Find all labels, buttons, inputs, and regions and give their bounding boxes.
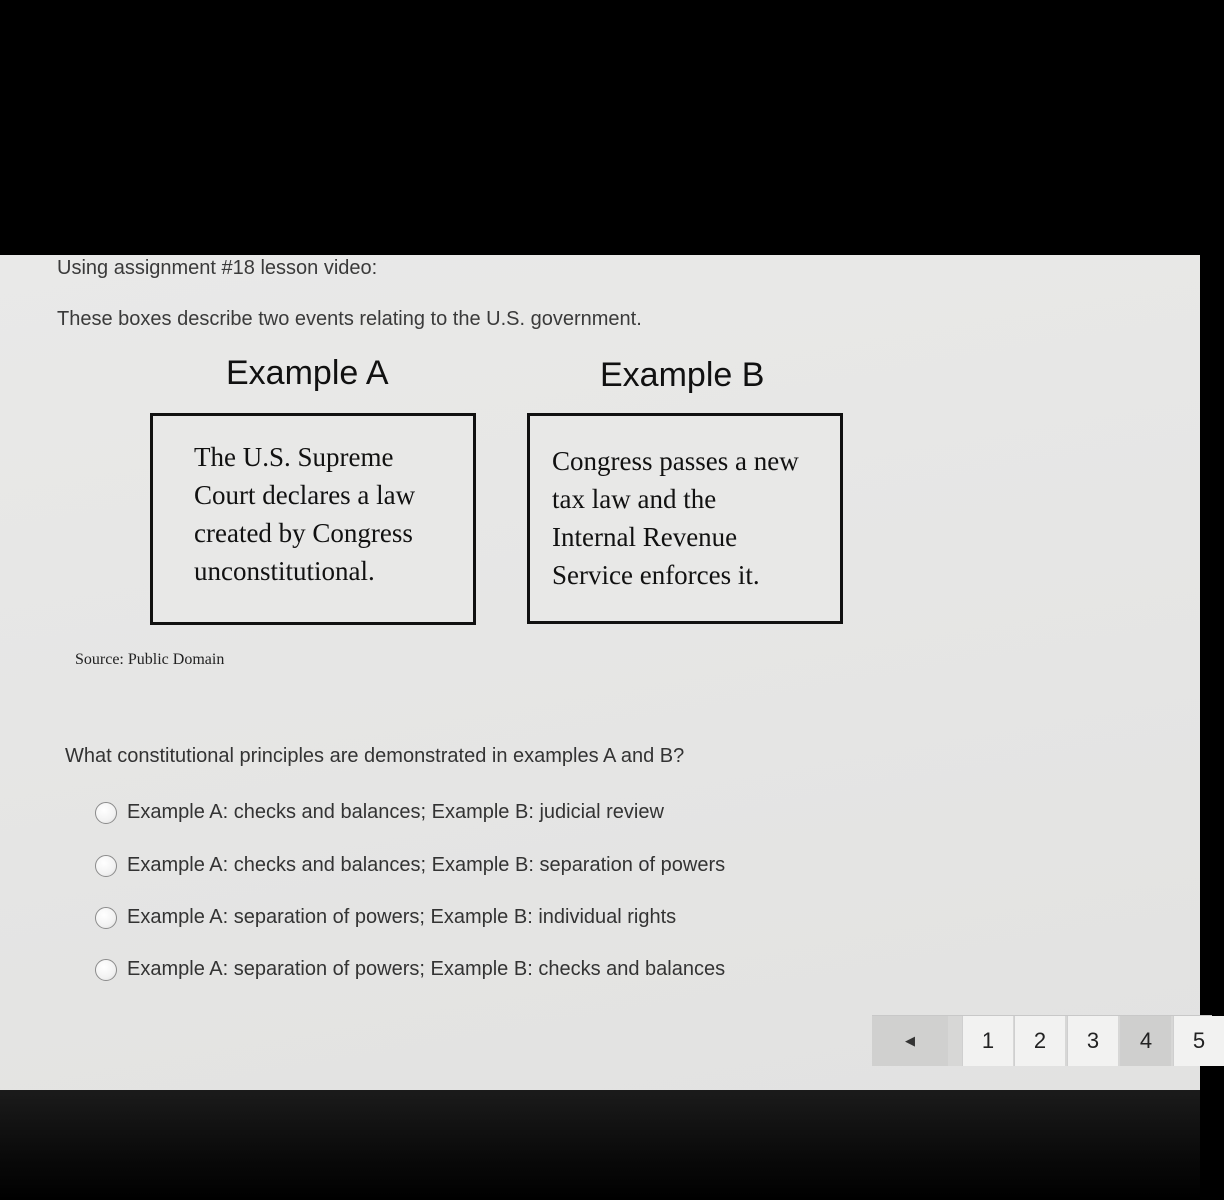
answer-option-label: Example A: separation of powers; Example B: checks and balances [127, 958, 726, 980]
example-a-line: created by Congress [194, 518, 413, 548]
page-4-button[interactable]: 4 [1120, 1016, 1171, 1066]
example-a-line: Court declares a law [194, 480, 416, 510]
answer-option-label: Example A: separation of powers; Example B: individual rights [127, 906, 677, 928]
example-b-line: Service enforces it. [552, 560, 760, 590]
example-a-title: Example A [226, 354, 389, 392]
previous-page-button[interactable] [872, 1016, 948, 1066]
example-a-line: unconstitutional. [194, 556, 375, 586]
example-b-title: Example B [600, 356, 765, 394]
left-triangle-icon: ◀ [905, 1033, 915, 1048]
radio-button[interactable] [95, 959, 117, 981]
page-5-button[interactable]: 5 [1173, 1016, 1224, 1066]
example-b-line: Internal Revenue [552, 522, 738, 552]
answer-option-label: Example A: checks and balances; Example B: judicial review [127, 801, 664, 823]
example-a-line: The U.S. Supreme [194, 442, 394, 472]
answer-option-label: Example A: checks and balances; Example B: separation of powers [127, 854, 726, 876]
radio-button[interactable] [95, 802, 117, 824]
example-b-box [527, 413, 843, 624]
example-b-line: Congress passes a new [552, 446, 799, 476]
page-1-button[interactable]: 1 [962, 1016, 1013, 1066]
assignment-reference: Using assignment #18 lesson video: [57, 257, 378, 279]
page-3-button[interactable]: 3 [1067, 1016, 1118, 1066]
answer-option-2[interactable] [95, 854, 725, 877]
answer-option-3[interactable] [95, 906, 676, 929]
answer-option-4[interactable] [95, 958, 725, 981]
question-prompt: What constitutional principles are demonstrated in examples A and B? [65, 745, 685, 767]
monitor-bezel [0, 1090, 1200, 1200]
quiz-screen [0, 255, 1206, 1090]
source-caption: Source: Public Domain [75, 651, 225, 668]
example-a-box [150, 413, 476, 625]
radio-button[interactable] [95, 855, 117, 877]
answer-option-1[interactable] [95, 801, 664, 824]
pagination [872, 1015, 1212, 1066]
question-intro: These boxes describe two events relating to the U.S. government. [57, 308, 642, 330]
example-b-line: tax law and the [552, 484, 717, 514]
radio-button[interactable] [95, 907, 117, 929]
page-2-button[interactable]: 2 [1014, 1016, 1065, 1066]
